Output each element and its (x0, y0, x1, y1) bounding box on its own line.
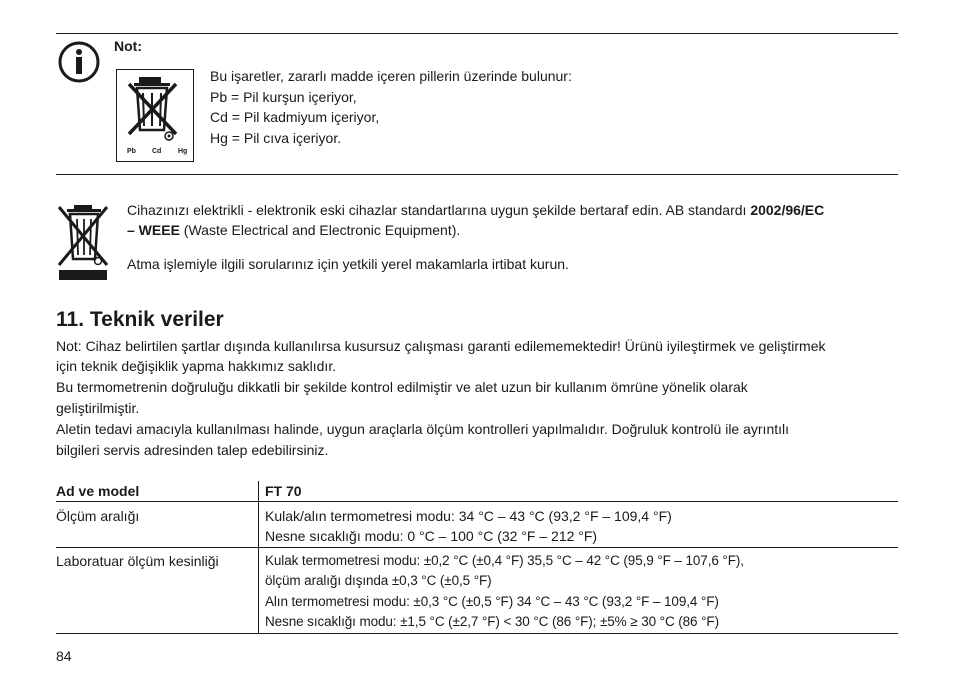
weee-line-1 (127, 200, 824, 220)
table-row-rule (56, 547, 898, 548)
paragraph-line-5: Aletin tedavi amacıyla kullanılması halinde, uygun araçlarla ölçüm kontrolleri yapılmalıdır. Doğruluk kontrolü ile ayrıntılı (56, 421, 790, 437)
row-value-line: Kulak termometresi modu: ±0,2 °C (±0,4 °F) 35,5 °C – 42 °C (95,9 °F – 107,6 °F), (265, 553, 744, 568)
table-header-rule (56, 501, 898, 502)
bin-label-pb: Pb (127, 148, 136, 155)
weee-bin-icon (57, 201, 109, 281)
table-column-divider (258, 481, 259, 634)
bin-label-hg: Hg (178, 148, 188, 155)
row-value-line: Kulak/alın termometresi modu: 34 °C – 43 °C (93,2 °F – 109,4 °F) (265, 508, 672, 524)
crossed-bin-icon (121, 72, 191, 144)
paragraph-line-6: bilgileri servis adresinden talep edebilirsiniz. (56, 442, 329, 458)
table-bottom-rule (56, 633, 898, 634)
top-rule (56, 33, 898, 34)
weee-standard: 2002/96/EC (750, 202, 825, 218)
section-title: 11. Teknik veriler (56, 308, 224, 331)
weee-label: – WEEE (127, 222, 180, 238)
weee-text-1: Cihazınızı elektrikli - elektronik eski cihazlar standartlarına uygun şekilde bertaraf edin. AB standardı (127, 202, 751, 218)
row-label-measurement-range: Ölçüm aralığı (56, 508, 140, 524)
row-value-line: Alın termometresi modu: ±0,3 °C (±0,5 °F) 34 °C – 43 °C (93,2 °F – 109,4 °F) (265, 594, 719, 609)
note-line-2: Pb = Pil kurşun içeriyor, (210, 89, 357, 105)
battery-bin-symbol-box (116, 69, 194, 162)
weee-line-3: Atma işlemiyle ilgili sorularınız için yetkili yerel makamlarla irtibat kurun. (127, 256, 569, 272)
page-number: 84 (56, 648, 72, 664)
row-label-lab-accuracy: Laboratuar ölçüm kesinliği (56, 553, 219, 569)
paragraph-line-2: için teknik değişiklik yapma hakkımız saklıdır. (56, 358, 337, 374)
note-line-4: Hg = Pil cıva içeriyor. (210, 130, 342, 146)
section-rule (56, 174, 898, 175)
paragraph-line-3: Bu termometrenin doğruluğu dikkatli bir şekilde kontrol edilmiştir ve alet uzun bir kullanım ömrüne yönelik olarak (56, 379, 748, 395)
row-value-line: Nesne sıcaklığı modu: 0 °C – 100 °C (32 °F – 212 °F) (265, 528, 598, 544)
note-line-1: Bu işaretler, zararlı madde içeren pillerin üzerinde bulunur: (210, 68, 572, 84)
paragraph-line-1: Not: Cihaz belirtilen şartlar dışında kullanılırsa kusursuz çalışması garanti edilememektedir! Ürünü iyileştirmek ve geliştirmek (56, 338, 826, 354)
weee-text-2: (Waste Electrical and Electronic Equipment). (179, 222, 461, 238)
bin-label-cd: Cd (152, 148, 162, 155)
table-header-label: Ad ve model (56, 483, 140, 499)
row-value-line: Nesne sıcaklığı modu: ±1,5 °C (±2,7 °F) < 30 °C (86 °F); ±5% ≥ 30 °C (86 °F) (265, 614, 719, 629)
table-header-value: FT 70 (265, 483, 302, 499)
row-value-line: ölçüm aralığı dışında ±0,3 °C (±0,5 °F) (265, 573, 492, 588)
weee-line-2 (127, 220, 460, 240)
note-title: Not: (114, 38, 142, 54)
paragraph-line-4: geliştirilmiştir. (56, 400, 140, 416)
note-line-3: Cd = Pil kadmiyum içeriyor, (210, 109, 380, 125)
info-icon (57, 40, 101, 84)
